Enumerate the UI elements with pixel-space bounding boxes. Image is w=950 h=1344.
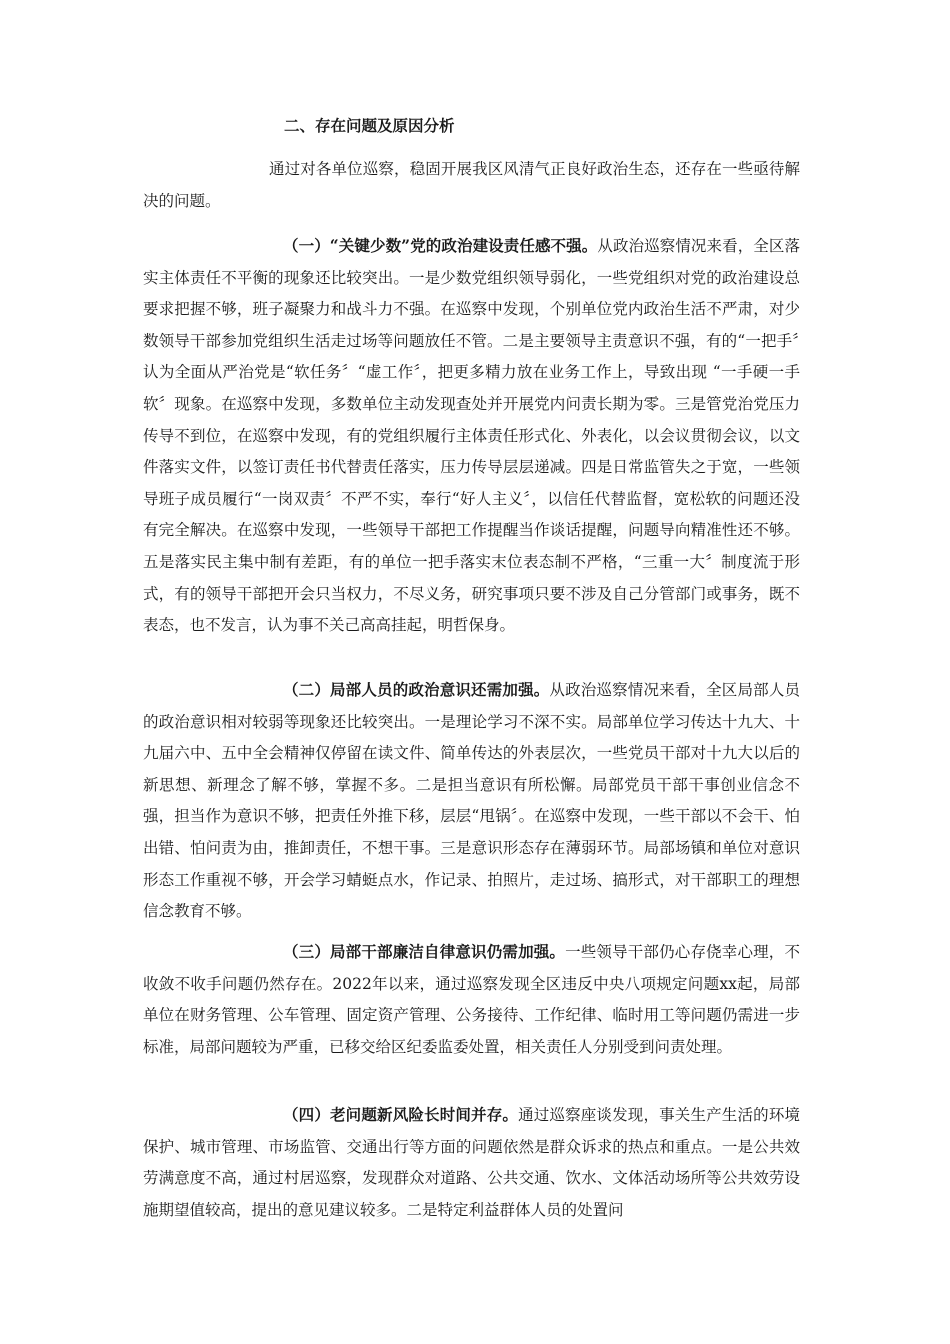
paragraph-lead: （二）局部人员的政治意识还需加强。 — [283, 680, 550, 699]
paragraph-body: 通过巡察座谈发现，事关生产生活的环境保护、城市管理、市场监管、交通出行等方面的问题依然是群众诉求的热点和重点。一是公共效劳满意度不高，通过村居巡察，发现群众对道路、公共交通、饮水、文体活动场所等公共效劳设施期望值较高，提出的意见建议较多。二是特定利益群体人员的处置问 — [143, 1106, 800, 1219]
paragraph-body: 一些领导干部仍心存侥幸心理，不收敛不收手问题仍然存在。2022年以来，通过巡察发现全区违反中央八项规定问题xx起，局部单位在财务管理、公车管理、固定资产管理、公务接待、工作纪律、临时用工等问题仍需进一步标准，局部问题较为严重，已移交给区纪委监委处置，相关责任人分别受到问责处理。 — [143, 943, 800, 1056]
paragraph-lead: （四）老问题新风险长时间并存。 — [283, 1105, 519, 1124]
paragraph-item-1 — [143, 230, 800, 642]
paragraph-body: 从政治巡察情况来看，全区局部人员的政治意识相对较弱等现象还比较突出。一是理论学习不深不实。局部单位学习传达十九大、十九届六中、五中全会精神仅停留在读文件、简单传达的外表层次，一些党员干部对十九大以后的新思想、新理念了解不够，掌握不多。二是担当意识有所松懈。局部党员干部干事创业信念不强，担当作为意识不够，把责任外推下移，层层“甩锅〞。在巡察中发现，一些干部以不会干、怕出错、怕问责为由，推卸责任，不想干事。三是意识形态存在薄弱环节。局部场镇和单位对意识形态工作重视不够，开会学习蜻蜓点水，作记录、拍照片，走过场、搞形式，对干部职工的理想信念教育不够。 — [143, 681, 800, 921]
paragraph-item-4 — [143, 1099, 800, 1226]
paragraph-lead: （一）“关键少数”党的政治建设责任感不强。 — [283, 236, 598, 255]
paragraph-body: 从政治巡察情况来看，全区落实主体责任不平衡的现象还比较突出。一是少数党组织领导弱化，一些党组织对党的政治建设总要求把握不够，班子凝聚力和战斗力不强。在巡察中发现，个别单位党内政治生活不严肃，对少数领导干部参加党组织生活走过场等问题放任不管。二是主要领导主责意识不强，有的“一把手〞认为全面从严治党是“软任务〞“虚工作〞，把更多精力放在业务工作上，导致出现 “一手硬一手软〞现象。在巡察中发现，多数单位主动发现查处并开展党内问责长期为零。三是管党治党压力传导不到位，在巡察中发现，有的党组织履行主体责任形式化、外表化，以会议贯彻会议，以文件落实文件，以签订责任书代替责任落实，压力传导层层递减。四是日常监管失之于宽，一些领导班子成员履行“一岗双责〞不严不实，奉行“好人主义〞，以信任代替监督，宽松软的问题还没有完全解决。在巡察中发现，一些领导干部把工作提醒当作谈话提醒，问题导向精准性还不够。五是落实民主集中制有差距，有的单位一把手落实末位表态制不严格，“三重一大〞制度流于形式，有的领导干部把开会只当权力，不尽义务，研究事项只要不涉及自己分管部门或事务，既不表态，也不发言，认为事不关己高高挂起，明哲保身。 — [143, 237, 800, 635]
paragraph-item-2 — [143, 674, 800, 928]
paragraph-lead: （三）局部干部廉洁自律意识仍需加强。 — [283, 942, 566, 961]
paragraph-item-3 — [143, 936, 800, 1063]
section-heading: 二、存在问题及原因分析 — [284, 116, 455, 135]
intro-paragraph: 通过对各单位巡察，稳固开展我区风清气正良好政治生态，还存在一些亟待解决的问题。 — [143, 160, 800, 210]
